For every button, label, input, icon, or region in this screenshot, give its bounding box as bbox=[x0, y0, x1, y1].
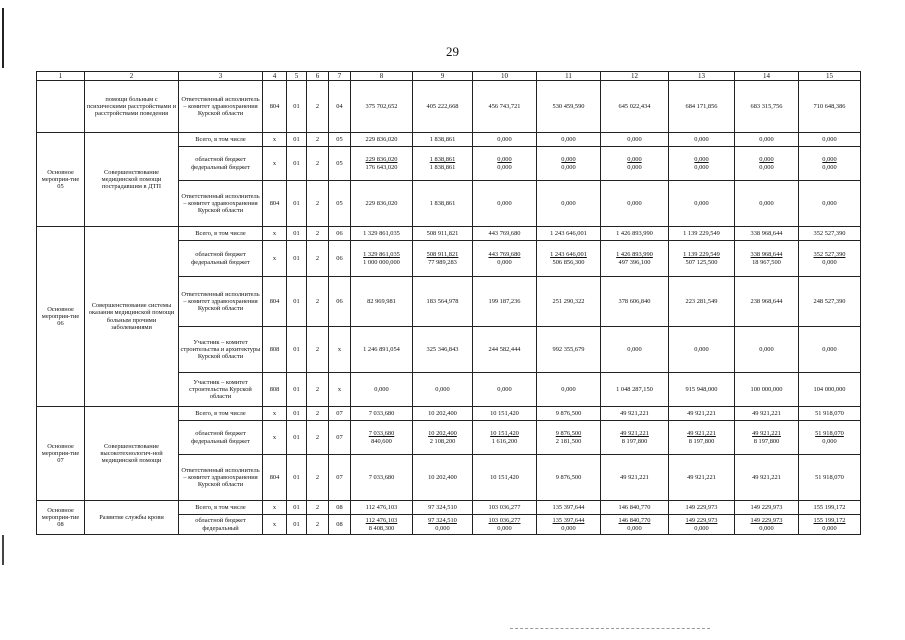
value-cell: 710 648,386 bbox=[799, 81, 861, 133]
code-cell: 01 bbox=[287, 277, 307, 327]
value-cell bbox=[413, 515, 473, 535]
value-cell: 683 315,756 bbox=[735, 81, 799, 133]
scan-artifact-line bbox=[510, 628, 710, 630]
value-cell: 0,000 bbox=[669, 181, 735, 227]
value-regional: 0,000 bbox=[822, 156, 837, 164]
value-cell: 352 527,390 bbox=[799, 227, 861, 241]
table-row bbox=[37, 133, 861, 147]
code-cell: x bbox=[263, 407, 287, 421]
value-cell bbox=[601, 515, 669, 535]
value-cell: 223 281,549 bbox=[669, 277, 735, 327]
value-federal: 176 643,020 bbox=[365, 163, 398, 171]
value-federal: 506 856,300 bbox=[552, 258, 585, 266]
code-cell: 01 bbox=[287, 455, 307, 501]
responsible-cell: Участник – комитет строительства Курской области bbox=[179, 373, 263, 407]
value-cell: 251 290,322 bbox=[537, 277, 601, 327]
value-cell: 1 838,861 bbox=[413, 181, 473, 227]
value-federal: 0,000 bbox=[627, 524, 642, 532]
value-cell: 0,000 bbox=[473, 373, 537, 407]
value-regional: 149 229,973 bbox=[685, 517, 718, 525]
value-regional: 1 329 861,035 bbox=[363, 251, 400, 259]
value-cell: 1 243 646,001 bbox=[537, 227, 601, 241]
value-federal: 0,000 bbox=[497, 163, 512, 171]
column-header: 2 bbox=[85, 72, 179, 81]
code-cell: 804 bbox=[263, 181, 287, 227]
value-regional: 97 324,510 bbox=[428, 517, 457, 525]
event-description-cell: Совершенствование высокотехнологич-ной медицинской помощи bbox=[85, 407, 179, 501]
code-cell: 01 bbox=[287, 515, 307, 535]
value-federal: 0,000 bbox=[759, 163, 774, 171]
value-cell: 0,000 bbox=[799, 327, 861, 373]
value-regional: 338 968,644 bbox=[750, 251, 783, 259]
responsible-cell: Всего, в том числе bbox=[179, 407, 263, 421]
code-cell: 04 bbox=[329, 81, 351, 133]
code-cell: 2 bbox=[307, 407, 329, 421]
value-cell: 49 921,221 bbox=[601, 407, 669, 421]
value-cell: 103 036,277 bbox=[473, 501, 537, 515]
value-federal: 2 181,500 bbox=[555, 437, 582, 445]
column-header: 1 bbox=[37, 72, 85, 81]
value-federal: 0,000 bbox=[497, 258, 512, 266]
value-cell: 1 048 287,150 bbox=[601, 373, 669, 407]
responsible-cell: Ответственный исполнитель – комитет здравоохранения Курской области bbox=[179, 181, 263, 227]
column-header: 12 bbox=[601, 72, 669, 81]
value-federal: 0,000 bbox=[694, 524, 709, 532]
column-header: 4 bbox=[263, 72, 287, 81]
value-regional: 49 921,221 bbox=[620, 430, 649, 438]
responsible-cell: Ответственный исполнитель – комитет здравоохранения Курской области bbox=[179, 81, 263, 133]
value-regional: 7 033,680 bbox=[368, 430, 395, 438]
code-cell: 01 bbox=[287, 407, 307, 421]
value-cell bbox=[473, 147, 537, 181]
value-cell bbox=[537, 515, 601, 535]
value-regional: 49 921,221 bbox=[752, 430, 781, 438]
code-cell: 2 bbox=[307, 81, 329, 133]
value-cell: 49 921,221 bbox=[735, 455, 799, 501]
value-cell: 49 921,221 bbox=[669, 407, 735, 421]
code-cell: 2 bbox=[307, 455, 329, 501]
value-cell bbox=[413, 421, 473, 455]
value-cell: 0,000 bbox=[669, 327, 735, 373]
value-regional: 1 426 893,990 bbox=[616, 251, 653, 259]
value-cell: 104 000,000 bbox=[799, 373, 861, 407]
value-regional: 229 836,020 bbox=[365, 156, 398, 164]
value-cell: 405 222,668 bbox=[413, 81, 473, 133]
column-header: 13 bbox=[669, 72, 735, 81]
value-cell: 338 968,644 bbox=[735, 227, 799, 241]
value-regional: 51 918,070 bbox=[815, 430, 844, 438]
value-cell: 0,000 bbox=[473, 133, 537, 147]
value-cell: 0,000 bbox=[537, 373, 601, 407]
code-cell: 2 bbox=[307, 181, 329, 227]
code-cell: 06 bbox=[329, 277, 351, 327]
value-cell: 0,000 bbox=[351, 373, 413, 407]
value-cell: 199 187,236 bbox=[473, 277, 537, 327]
value-cell bbox=[735, 515, 799, 535]
value-cell bbox=[537, 241, 601, 277]
responsible-cell: областной бюджет федеральный bbox=[179, 515, 263, 535]
value-regional: 1 139 229,549 bbox=[683, 251, 720, 259]
value-cell: 7 033,680 bbox=[351, 407, 413, 421]
table-row bbox=[37, 407, 861, 421]
code-cell: 01 bbox=[287, 421, 307, 455]
code-cell: x bbox=[263, 501, 287, 515]
code-cell: 05 bbox=[329, 147, 351, 181]
value-cell: 325 346,843 bbox=[413, 327, 473, 373]
value-federal: 18 967,500 bbox=[752, 258, 781, 266]
value-cell: 112 476,103 bbox=[351, 501, 413, 515]
value-cell bbox=[473, 515, 537, 535]
value-federal: 8 197,800 bbox=[688, 437, 715, 445]
value-regional: 103 036,277 bbox=[488, 517, 521, 525]
value-federal: 8 197,800 bbox=[753, 437, 780, 445]
responsible-cell: Всего, в том числе bbox=[179, 133, 263, 147]
value-regional: 135 397,644 bbox=[552, 517, 585, 525]
column-header: 6 bbox=[307, 72, 329, 81]
value-cell: 248 527,390 bbox=[799, 277, 861, 327]
responsible-cell: областной бюджет федеральный бюджет bbox=[179, 241, 263, 277]
value-federal: 0,000 bbox=[694, 163, 709, 171]
event-description-cell: помощи больным с психическими расстройствами и расстройствами поведения bbox=[85, 81, 179, 133]
value-regional: 0,000 bbox=[759, 156, 774, 164]
value-cell: 229 836,020 bbox=[351, 181, 413, 227]
value-cell: 1 246 891,054 bbox=[351, 327, 413, 373]
value-cell bbox=[799, 241, 861, 277]
header-row bbox=[37, 72, 861, 81]
value-regional: 146 840,770 bbox=[618, 517, 651, 525]
value-regional: 49 921,221 bbox=[687, 430, 716, 438]
value-cell bbox=[735, 241, 799, 277]
code-cell: x bbox=[263, 147, 287, 181]
column-header: 14 bbox=[735, 72, 799, 81]
column-header: 15 bbox=[799, 72, 861, 81]
code-cell: 06 bbox=[329, 227, 351, 241]
code-cell: 2 bbox=[307, 227, 329, 241]
table-row bbox=[37, 501, 861, 515]
code-cell: 2 bbox=[307, 133, 329, 147]
value-cell bbox=[413, 241, 473, 277]
code-cell: 08 bbox=[329, 515, 351, 535]
value-cell: 49 921,221 bbox=[601, 455, 669, 501]
value-regional: 9 876,500 bbox=[555, 430, 582, 438]
value-cell: 10 151,420 bbox=[473, 407, 537, 421]
code-cell: 01 bbox=[287, 133, 307, 147]
value-cell bbox=[473, 241, 537, 277]
value-cell: 645 022,434 bbox=[601, 81, 669, 133]
responsible-cell: Ответственный исполнитель – комитет здравоохранения Курской области bbox=[179, 277, 263, 327]
value-cell: 51 918,070 bbox=[799, 407, 861, 421]
code-cell: 2 bbox=[307, 421, 329, 455]
responsible-cell: Всего, в том числе bbox=[179, 227, 263, 241]
value-cell: 0,000 bbox=[735, 327, 799, 373]
value-federal: 1 616,200 bbox=[491, 437, 518, 445]
value-federal: 1 838,861 bbox=[429, 163, 456, 171]
page-number: 29 bbox=[446, 44, 459, 59]
value-cell bbox=[351, 241, 413, 277]
code-cell: 01 bbox=[287, 241, 307, 277]
column-header: 9 bbox=[413, 72, 473, 81]
value-federal: 0,000 bbox=[561, 163, 576, 171]
value-cell: 0,000 bbox=[601, 133, 669, 147]
value-federal: 840,600 bbox=[371, 437, 392, 445]
code-cell: 01 bbox=[287, 81, 307, 133]
value-cell: 7 033,680 bbox=[351, 455, 413, 501]
value-federal: 0,000 bbox=[561, 524, 576, 532]
code-cell: 07 bbox=[329, 407, 351, 421]
code-cell: 01 bbox=[287, 147, 307, 181]
scan-edge-mark-lower bbox=[2, 535, 4, 565]
code-cell: 06 bbox=[329, 241, 351, 277]
value-cell: 0,000 bbox=[799, 133, 861, 147]
value-cell: 1 139 229,549 bbox=[669, 227, 735, 241]
budget-table bbox=[36, 71, 861, 535]
value-cell: 0,000 bbox=[601, 327, 669, 373]
table-row bbox=[37, 227, 861, 241]
event-description-cell: Совершенствование медицинской помощи пострадавшим в ДТП bbox=[85, 133, 179, 227]
value-federal: 1 000 000,000 bbox=[363, 258, 400, 266]
value-regional: 508 911,821 bbox=[426, 251, 459, 259]
value-regional: 1 243 646,001 bbox=[550, 251, 587, 259]
value-regional: 0,000 bbox=[694, 156, 709, 164]
value-cell bbox=[537, 147, 601, 181]
code-cell: 2 bbox=[307, 501, 329, 515]
value-cell bbox=[601, 147, 669, 181]
value-cell: 9 876,500 bbox=[537, 407, 601, 421]
value-cell: 530 459,590 bbox=[537, 81, 601, 133]
value-federal: 0,000 bbox=[822, 437, 837, 445]
value-cell bbox=[799, 147, 861, 181]
code-cell: 01 bbox=[287, 181, 307, 227]
value-federal: 0,000 bbox=[435, 524, 450, 532]
value-regional: 155 199,172 bbox=[813, 517, 846, 525]
value-cell bbox=[669, 515, 735, 535]
value-cell: 1 426 893,990 bbox=[601, 227, 669, 241]
code-cell: 804 bbox=[263, 81, 287, 133]
event-name-cell: Основное мероприя-тие 08 bbox=[37, 501, 85, 535]
code-cell: x bbox=[329, 373, 351, 407]
value-regional: 112 476,103 bbox=[365, 517, 398, 525]
code-cell: 2 bbox=[307, 327, 329, 373]
value-federal: 8 408,300 bbox=[368, 524, 395, 532]
code-cell: x bbox=[263, 133, 287, 147]
code-cell: x bbox=[263, 421, 287, 455]
value-cell: 9 876,500 bbox=[537, 455, 601, 501]
value-cell: 0,000 bbox=[799, 181, 861, 227]
value-cell: 378 606,840 bbox=[601, 277, 669, 327]
value-cell: 0,000 bbox=[473, 181, 537, 227]
responsible-cell: областной бюджет федеральный бюджет bbox=[179, 421, 263, 455]
value-cell: 0,000 bbox=[735, 133, 799, 147]
value-cell: 82 969,981 bbox=[351, 277, 413, 327]
value-cell: 915 948,000 bbox=[669, 373, 735, 407]
value-cell: 0,000 bbox=[735, 181, 799, 227]
value-cell: 149 229,973 bbox=[735, 501, 799, 515]
value-cell bbox=[735, 147, 799, 181]
value-cell bbox=[601, 241, 669, 277]
event-name-cell: Основное мероприя-тие 05 bbox=[37, 133, 85, 227]
value-cell: 49 921,221 bbox=[669, 455, 735, 501]
value-regional: 10 151,420 bbox=[490, 430, 519, 438]
value-cell bbox=[537, 421, 601, 455]
code-cell: 804 bbox=[263, 455, 287, 501]
code-cell: 08 bbox=[329, 501, 351, 515]
code-cell: 804 bbox=[263, 277, 287, 327]
value-cell: 0,000 bbox=[537, 133, 601, 147]
value-regional: 149 229,973 bbox=[750, 517, 783, 525]
code-cell: 2 bbox=[307, 277, 329, 327]
value-cell: 100 000,000 bbox=[735, 373, 799, 407]
code-cell: x bbox=[263, 227, 287, 241]
value-federal: 0,000 bbox=[822, 524, 837, 532]
value-cell: 0,000 bbox=[537, 181, 601, 227]
code-cell: 07 bbox=[329, 455, 351, 501]
value-cell: 149 229,973 bbox=[669, 501, 735, 515]
value-regional: 10 202,400 bbox=[428, 430, 457, 438]
code-cell: 2 bbox=[307, 515, 329, 535]
event-description-cell: Совершенствование системы оказания медицинской помощи больным прочими заболеваниями bbox=[85, 227, 179, 407]
column-header: 8 bbox=[351, 72, 413, 81]
value-cell bbox=[669, 147, 735, 181]
code-cell: 2 bbox=[307, 147, 329, 181]
value-cell: 375 702,652 bbox=[351, 81, 413, 133]
value-federal: 77 989,283 bbox=[428, 258, 457, 266]
column-header: 10 bbox=[473, 72, 537, 81]
value-federal: 0,000 bbox=[759, 524, 774, 532]
value-cell: 10 151,420 bbox=[473, 455, 537, 501]
value-cell: 1 329 861,035 bbox=[351, 227, 413, 241]
value-cell bbox=[351, 421, 413, 455]
value-federal: 507 125,500 bbox=[685, 258, 718, 266]
code-cell: 07 bbox=[329, 421, 351, 455]
value-cell bbox=[669, 421, 735, 455]
code-cell: 05 bbox=[329, 181, 351, 227]
responsible-cell: Всего, в том числе bbox=[179, 501, 263, 515]
code-cell: 01 bbox=[287, 501, 307, 515]
value-federal: 2 108,200 bbox=[429, 437, 456, 445]
code-cell: 2 bbox=[307, 241, 329, 277]
value-cell: 684 171,856 bbox=[669, 81, 735, 133]
value-federal: 0,000 bbox=[822, 258, 837, 266]
code-cell: 01 bbox=[287, 373, 307, 407]
code-cell: x bbox=[329, 327, 351, 373]
code-cell: x bbox=[263, 515, 287, 535]
table-row bbox=[37, 81, 861, 133]
code-cell: 808 bbox=[263, 373, 287, 407]
column-header: 11 bbox=[537, 72, 601, 81]
value-cell: 1 838,861 bbox=[413, 133, 473, 147]
value-cell: 51 918,070 bbox=[799, 455, 861, 501]
value-cell: 10 202,400 bbox=[413, 455, 473, 501]
value-cell bbox=[799, 515, 861, 535]
responsible-cell: Ответственный исполнитель – комитет здравоохранения Курской области bbox=[179, 455, 263, 501]
code-cell: x bbox=[263, 241, 287, 277]
value-regional: 352 527,390 bbox=[813, 251, 846, 259]
value-cell bbox=[669, 241, 735, 277]
value-cell bbox=[473, 421, 537, 455]
value-cell bbox=[351, 147, 413, 181]
value-cell: 155 199,172 bbox=[799, 501, 861, 515]
value-regional: 0,000 bbox=[497, 156, 512, 164]
value-cell: 183 564,978 bbox=[413, 277, 473, 327]
event-description-cell: Развитие службы крови bbox=[85, 501, 179, 535]
value-cell: 97 324,510 bbox=[413, 501, 473, 515]
value-cell: 443 769,680 bbox=[473, 227, 537, 241]
code-cell: 2 bbox=[307, 373, 329, 407]
column-header: 7 bbox=[329, 72, 351, 81]
event-name-cell bbox=[37, 81, 85, 133]
value-cell: 508 911,821 bbox=[413, 227, 473, 241]
value-cell: 456 743,721 bbox=[473, 81, 537, 133]
event-name-cell: Основное мероприя-тие 06 bbox=[37, 227, 85, 407]
value-regional: 443 769,680 bbox=[488, 251, 521, 259]
value-cell: 992 355,679 bbox=[537, 327, 601, 373]
code-cell: 01 bbox=[287, 227, 307, 241]
column-header: 3 bbox=[179, 72, 263, 81]
responsible-cell: областной бюджет федеральный бюджет bbox=[179, 147, 263, 181]
value-cell: 49 921,221 bbox=[735, 407, 799, 421]
value-federal: 497 396,100 bbox=[618, 258, 651, 266]
value-cell: 10 202,400 bbox=[413, 407, 473, 421]
value-cell bbox=[601, 421, 669, 455]
value-regional: 1 838,861 bbox=[429, 156, 456, 164]
value-federal: 0,000 bbox=[627, 163, 642, 171]
value-regional: 0,000 bbox=[627, 156, 642, 164]
value-cell bbox=[351, 515, 413, 535]
value-cell: 146 840,770 bbox=[601, 501, 669, 515]
code-cell: 01 bbox=[287, 327, 307, 373]
value-cell: 135 397,644 bbox=[537, 501, 601, 515]
value-cell: 0,000 bbox=[669, 133, 735, 147]
value-federal: 8 197,800 bbox=[621, 437, 648, 445]
column-header: 5 bbox=[287, 72, 307, 81]
event-name-cell: Основное мероприя-тие 07 bbox=[37, 407, 85, 501]
code-cell: 808 bbox=[263, 327, 287, 373]
value-regional: 0,000 bbox=[561, 156, 576, 164]
value-cell: 238 968,644 bbox=[735, 277, 799, 327]
code-cell: 05 bbox=[329, 133, 351, 147]
value-cell bbox=[413, 147, 473, 181]
value-cell: 244 582,444 bbox=[473, 327, 537, 373]
value-cell: 0,000 bbox=[601, 181, 669, 227]
value-cell: 0,000 bbox=[413, 373, 473, 407]
responsible-cell: Участник – комитет строительства и архитектуры Курской области bbox=[179, 327, 263, 373]
value-federal: 0,000 bbox=[822, 163, 837, 171]
value-cell bbox=[735, 421, 799, 455]
value-cell: 229 836,020 bbox=[351, 133, 413, 147]
value-federal: 0,000 bbox=[497, 524, 512, 532]
value-cell bbox=[799, 421, 861, 455]
